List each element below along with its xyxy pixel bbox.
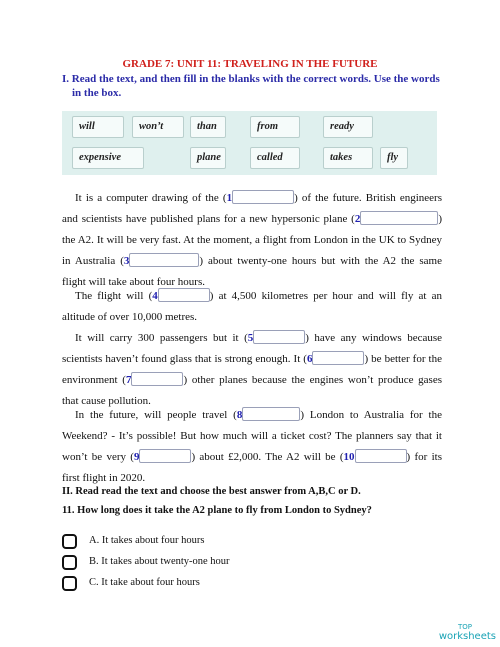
checkbox[interactable] <box>62 534 77 549</box>
blank-input-10[interactable] <box>355 449 407 463</box>
word-will[interactable]: will <box>72 116 124 138</box>
blank-input-9[interactable] <box>139 449 191 463</box>
blank-input-7[interactable] <box>131 372 183 386</box>
blank-input-3[interactable] <box>129 253 199 267</box>
blank-number: 4 <box>152 290 158 302</box>
word-plane[interactable]: plane <box>190 147 226 169</box>
passage-text: ) be better for the environment ( <box>62 353 442 386</box>
word-expensive[interactable]: expensive <box>72 147 144 169</box>
question-11: 11. How long does it take the A2 plane to fly from London to Sydney? <box>62 505 372 516</box>
passage-text: ) London to Australia for the Weekend? - It’s possible! But how much will a ticket cost? The planners say that it won’t be very ( <box>62 409 442 463</box>
blank-number: 7 <box>125 374 132 386</box>
blank-number: 9 <box>133 451 140 463</box>
passage-text: It will carry 300 passengers but it ( <box>75 332 248 344</box>
blank-number: 8 <box>236 409 243 421</box>
logo-main-text: worksheets <box>438 631 496 642</box>
topworksheets-logo <box>436 623 496 641</box>
blank-input-4[interactable] <box>158 288 210 302</box>
word-wont[interactable]: won’t <box>132 116 184 138</box>
passage-text: ) other planes because the engines won’t produce gases that cause pollution. <box>62 374 443 407</box>
word-ready[interactable]: ready <box>323 116 373 138</box>
blank-number: 5 <box>247 332 254 344</box>
paragraph-3 <box>62 328 442 412</box>
section-2-heading: II. Read read the text and choose the best answer from A,B,C or D. <box>62 486 361 497</box>
logo-top-text: TOP <box>458 623 473 631</box>
blank-input-8[interactable] <box>242 407 300 421</box>
blank-number: 3 <box>123 255 130 267</box>
passage-text: ) have any windows because scientists haven’t found glass that is strong enough. It ( <box>62 332 442 365</box>
word-from[interactable]: from <box>250 116 300 138</box>
checkbox[interactable] <box>62 555 77 570</box>
blank-input-1[interactable] <box>232 190 294 204</box>
blank-input-5[interactable] <box>253 330 305 344</box>
instructions-line-2: in the box. <box>72 87 122 99</box>
paragraph-2 <box>62 286 442 328</box>
word-fly[interactable]: fly <box>380 147 408 169</box>
paragraph-4 <box>62 405 442 489</box>
instructions-line-1: I. Read the text, and then fill in the blanks with the correct words. Use the words <box>62 73 440 85</box>
passage-text: ) at 4,500 kilometres per hour and will fly at an altitude of over 10,000 metres. <box>62 290 442 323</box>
blank-number: 6 <box>306 353 313 365</box>
word-box <box>62 111 437 175</box>
passage-text: ) the A2. It will be very fast. At the moment, a flight from London in the UK to Sydney in Australia ( <box>62 213 442 267</box>
blank-input-2[interactable] <box>360 211 438 225</box>
passage-text: ) about twenty-one hours but with the A2 the same flight will take about four hours. <box>62 255 442 288</box>
option-label: A. It takes about four hours <box>89 535 205 546</box>
option-label: C. It take about four hours <box>89 577 200 588</box>
blank-number: 2 <box>354 213 361 225</box>
passage-text: It is a computer drawing of the ( <box>75 192 227 204</box>
blank-number: 1 <box>226 192 233 204</box>
word-takes[interactable]: takes <box>323 147 373 169</box>
word-called[interactable]: called <box>250 147 300 169</box>
passage-text: ) about £2,000. The A2 will be ( <box>191 451 344 463</box>
worksheet-title: GRADE 7: UNIT 11: TRAVELING IN THE FUTURE <box>122 58 378 70</box>
instructions <box>62 72 462 100</box>
passage-text: In the future, will people travel ( <box>75 409 237 421</box>
blank-number: 10 <box>343 451 355 463</box>
paragraph-1 <box>62 188 442 293</box>
passage-text: The flight will ( <box>75 290 153 302</box>
passage-text: ) for its first flight in 2020. <box>62 451 443 484</box>
passage-text: ) of the future. British engineers and scientists have published plans for a new hypersonic plane ( <box>62 192 442 225</box>
checkbox[interactable] <box>62 576 77 591</box>
word-than[interactable]: than <box>190 116 226 138</box>
blank-input-6[interactable] <box>312 351 364 365</box>
option-label: B. It takes about twenty-one hour <box>89 556 230 567</box>
